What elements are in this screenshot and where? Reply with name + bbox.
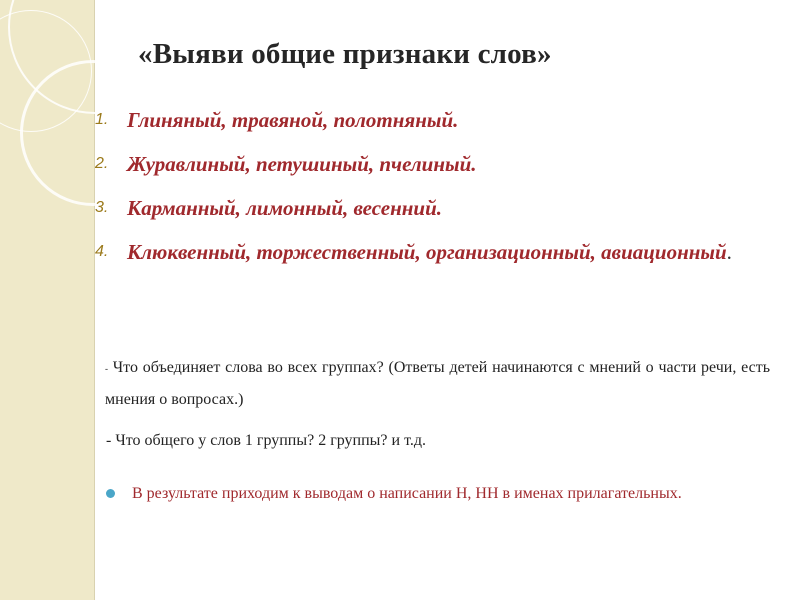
word-group-list	[95, 105, 775, 289]
list-item-text: Карманный, лимонный, весенний.	[127, 196, 443, 220]
conclusion-text: В результате приходим к выводам о написании Н, НН в именах прилагательных.	[132, 485, 682, 502]
list-item	[95, 105, 775, 135]
conclusion-paragraph	[106, 478, 706, 510]
list-item	[95, 149, 775, 179]
question-paragraph-2: - Что общего у слов 1 группы? 2 группы? и т.д.	[106, 432, 427, 449]
decorative-side-panel	[0, 0, 95, 600]
question-paragraph	[105, 352, 770, 416]
list-item-text: Глиняный, травяной, полотняный.	[127, 108, 459, 132]
question-text: Что объединяет слова во всех группах? (Ответы детей начинаются с мнений о части речи, есть мнения о вопросах.)	[105, 359, 770, 409]
list-number: 1.	[95, 111, 109, 128]
question-dash: -	[105, 363, 108, 374]
list-item-text: Журавлиный, петушиный, пчелиный.	[127, 152, 477, 176]
list-item-text	[127, 229, 732, 275]
list-item-period: .	[726, 240, 732, 264]
list-number: 4.	[95, 243, 109, 260]
list-item	[95, 193, 775, 223]
slide-title: «Выяви общие признаки слов»	[138, 38, 552, 70]
list-number: 3.	[95, 199, 109, 216]
list-number: 2.	[95, 155, 109, 172]
list-item	[95, 237, 775, 275]
list-item-words: Клюквенный, торжественный, организационный, авиационный	[127, 240, 727, 264]
